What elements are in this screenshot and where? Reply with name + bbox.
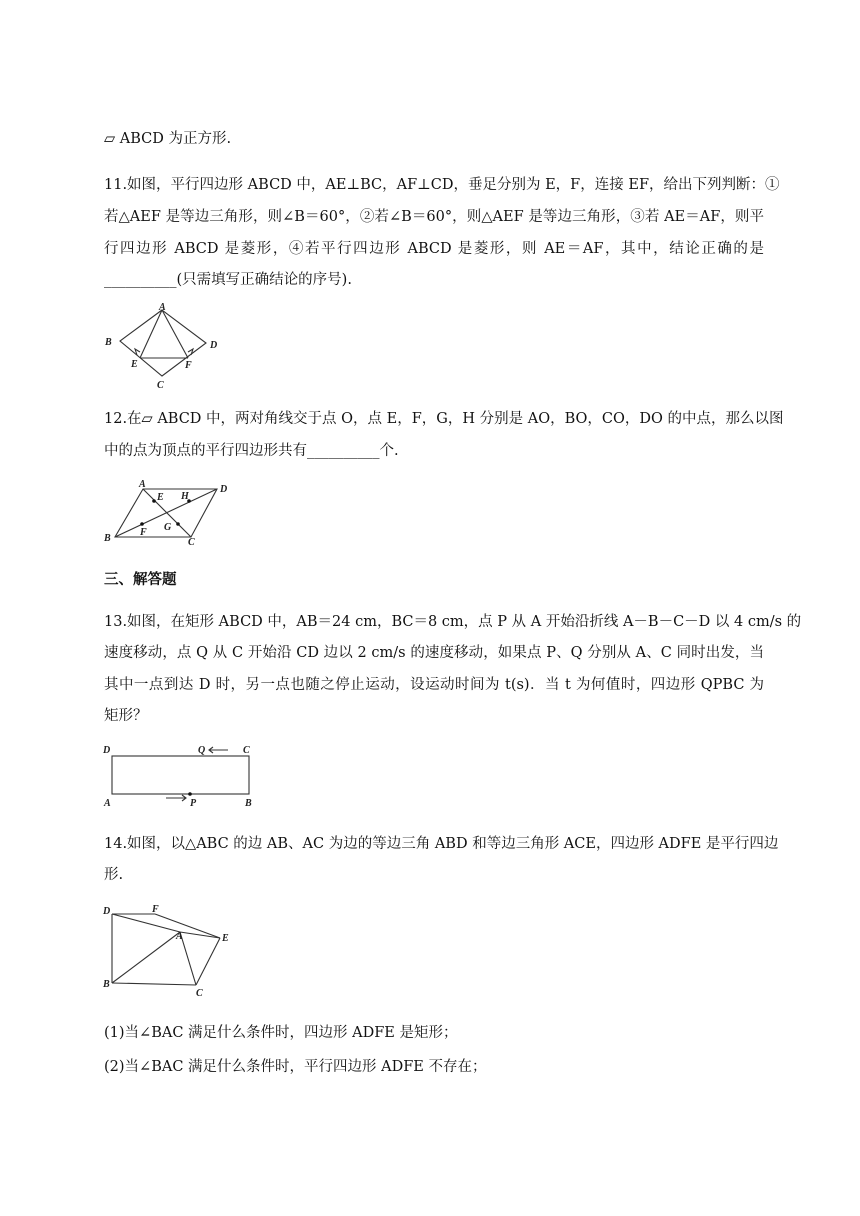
figure-q12-parallelogram xyxy=(100,477,240,547)
q13-line-3: 其中一点到达 D 时，另一点也随之停止运动，设运动时间为 t(s)．当 t 为何值时，四边形 QPBC 为 xyxy=(104,677,764,693)
q11-line-1: 11.如图，平行四边形 ABCD 中，AE⊥BC，AF⊥CD，垂足分别为 E，F，连接 EF，给出下列判断：① xyxy=(104,177,780,193)
segment-fe xyxy=(155,914,220,938)
label-g: G xyxy=(164,522,172,533)
q14-part-2: (2)当∠BAC 满足什么条件时，平行四边形 ADFE 不存在； xyxy=(104,1059,487,1075)
label-d: D xyxy=(220,484,228,495)
q11-line-4: __________(只需填写正确结论的序号). xyxy=(104,272,352,288)
label-p: P xyxy=(190,798,197,809)
label-e: E xyxy=(157,492,164,503)
label-b: B xyxy=(104,533,111,544)
segment-ce xyxy=(196,938,220,985)
section-heading-answer-questions: 三、解答题 xyxy=(104,572,177,588)
segment-da xyxy=(112,914,180,932)
segment-ba xyxy=(112,932,180,983)
q14-line-2: 形. xyxy=(104,867,124,883)
label-f: F xyxy=(152,904,159,915)
label-a: A xyxy=(139,479,146,490)
figure-q14-triangles xyxy=(100,900,240,1000)
rectangle-abcd xyxy=(112,756,249,794)
label-e: E xyxy=(131,359,138,370)
point-g xyxy=(176,522,180,526)
q12-line-2: 中的点为顶点的平行四边形共有__________个. xyxy=(104,443,399,459)
label-b: B xyxy=(105,337,112,348)
q13-line-1: 13.如图，在矩形 ABCD 中，AB＝24 cm，BC＝8 cm，点 P 从 A 开始沿折线 A－B－C－D 以 4 cm/s 的 xyxy=(104,614,802,630)
label-c: C xyxy=(243,745,250,756)
q14-part-1: (1)当∠BAC 满足什么条件时，四边形 ADFE 是矩形； xyxy=(104,1025,458,1041)
label-f: F xyxy=(185,360,192,371)
point-f xyxy=(140,522,144,526)
text-line-square-conclusion: ▱ ABCD 为正方形. xyxy=(104,131,232,147)
label-f: F xyxy=(140,527,147,538)
q13-line-4: 矩形？ xyxy=(104,708,148,724)
label-c: C xyxy=(196,988,203,999)
label-c: C xyxy=(157,380,164,390)
label-a: A xyxy=(104,798,111,809)
label-a: A xyxy=(176,931,183,942)
q11-line-2: 若△AEF 是等边三角形，则∠B＝60°，②若∠B＝60°，则△AEF 是等边三角形，③若 AE＝AF，则平 xyxy=(104,209,764,225)
figure-q13-rectangle xyxy=(100,740,270,810)
q11-line-3: 行四边形 ABCD 是菱形，④若平行四边形 ABCD 是菱形，则 AE＝AF，其中，结论正确的是 xyxy=(104,241,764,257)
label-b: B xyxy=(103,979,110,990)
label-a: A xyxy=(159,302,166,313)
point-p xyxy=(188,792,192,796)
label-h: H xyxy=(181,491,189,502)
figure-q11-parallelogram xyxy=(100,300,230,390)
segment-bc xyxy=(112,983,196,985)
point-e xyxy=(152,499,156,503)
segment-ae xyxy=(140,310,162,358)
label-d: D xyxy=(103,745,111,756)
label-d: D xyxy=(103,906,111,917)
q12-line-1: 12.在▱ ABCD 中，两对角线交于点 O，点 E，F，G，H 分别是 AO，BO，CO，DO 的中点，那么以图 xyxy=(104,411,784,427)
segment-af xyxy=(162,310,188,358)
label-d: D xyxy=(210,340,218,351)
label-b: B xyxy=(245,798,252,809)
label-e: E xyxy=(222,933,229,944)
segment-ae xyxy=(180,932,220,938)
label-c: C xyxy=(188,537,195,547)
label-q: Q xyxy=(198,745,206,756)
q14-line-1: 14.如图，以△ABC 的边 AB、AC 为边的等边三角 ABD 和等边三角形 ACE，四边形 ADFE 是平行四边 xyxy=(104,836,779,852)
q13-line-2: 速度移动，点 Q 从 C 开始沿 CD 边以 2 cm/s 的速度移动，如果点 P、Q 分别从 A、C 同时出发，当 xyxy=(104,645,764,661)
